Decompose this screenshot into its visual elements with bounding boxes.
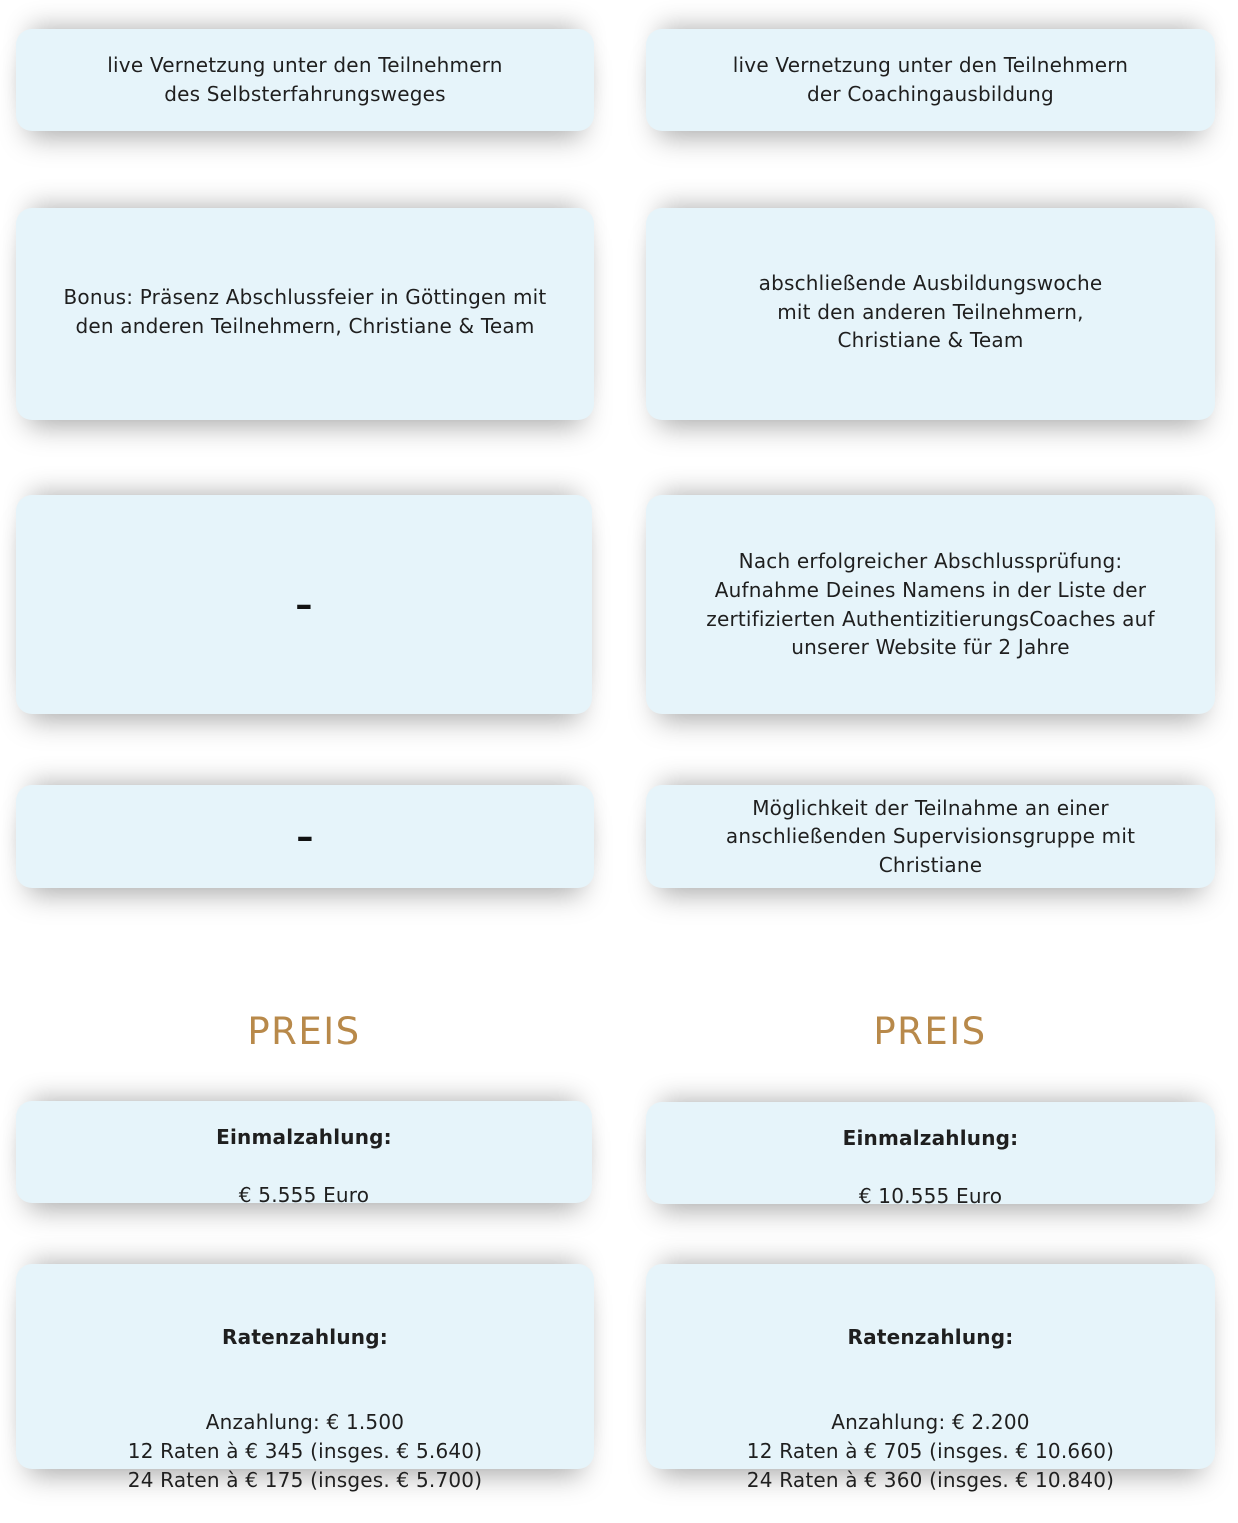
right-feature-certification-listing: [646, 495, 1215, 714]
single-payment-label: Einmalzahlung:: [842, 1126, 1019, 1151]
feature-text: Nach erfolgreicher Abschlussprüfung: Aufnahme Deines Namens in der Liste der zertifizierten AuthentizitierungsCoaches auf unserer Website für 2 Jahre: [706, 549, 1155, 660]
installment-label: Ratenzahlung:: [222, 1324, 388, 1349]
single-payment-value: € 5.555 Euro: [238, 1182, 370, 1207]
right-feature-networking: [646, 29, 1215, 131]
left-installment-card: [16, 1264, 594, 1492]
left-feature-empty-2: [16, 785, 594, 888]
feature-text: Möglichkeit der Teilnahme an einer anschließenden Supervisionsgruppe mit Christiane: [725, 795, 1136, 877]
left-feature-networking: [16, 29, 594, 131]
right-feature-training-week: [646, 208, 1215, 420]
single-payment-label: Einmalzahlung:: [216, 1125, 392, 1150]
left-price-heading: PREIS: [247, 1010, 361, 1053]
right-installment-card: [646, 1264, 1215, 1492]
feature-text: Bonus: Präsenz Abschlussfeier in Göttingen mit den anderen Teilnehmern, Christiane & Team: [63, 285, 547, 338]
dash-placeholder: –: [296, 816, 314, 857]
left-feature-empty-1: [16, 495, 592, 714]
installment-lines: Anzahlung: € 1.500 12 Raten à € 345 (insges. € 5.640) 24 Raten à € 175 (insges. € 5.700): [127, 1410, 483, 1492]
right-price-heading: PREIS: [873, 1010, 987, 1053]
installment-label: Ratenzahlung:: [847, 1324, 1014, 1349]
installment-lines: Anzahlung: € 2.200 12 Raten à € 705 (insges. € 10.660) 24 Raten à € 360 (insges. € 10.840): [746, 1410, 1115, 1492]
feature-text: live Vernetzung unter den Teilnehmern des Selbsterfahrungsweges: [107, 53, 503, 106]
single-payment-value: € 10.555 Euro: [858, 1183, 1003, 1208]
dash-placeholder: –: [295, 584, 313, 625]
right-single-payment-card: [646, 1102, 1215, 1208]
right-feature-supervision-group: [646, 785, 1215, 888]
left-feature-bonus-celebration: [16, 208, 594, 420]
left-single-payment-card: [16, 1101, 592, 1207]
feature-text: live Vernetzung unter den Teilnehmern der Coachingausbildung: [732, 53, 1129, 106]
feature-text: abschließende Ausbildungswoche mit den anderen Teilnehmern, Christiane & Team: [758, 271, 1103, 353]
